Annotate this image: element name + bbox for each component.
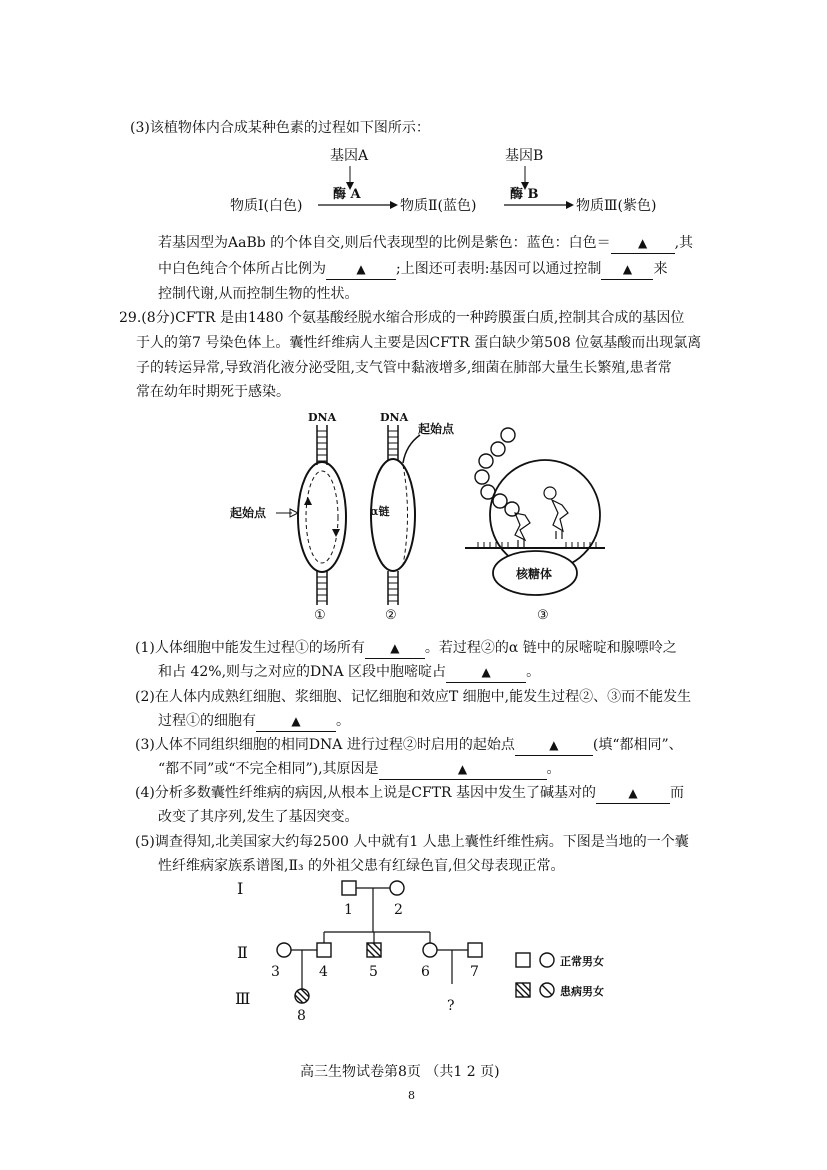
answer-blank[interactable]: ▲ xyxy=(601,259,653,280)
answer-blank[interactable]: ▲ xyxy=(446,662,526,683)
answer-blank[interactable]: ▲ xyxy=(365,638,425,659)
q28-3-line1-tail: ,其 xyxy=(674,235,694,251)
generation-2-label: Ⅱ xyxy=(237,943,248,962)
individual-1-number: 1 xyxy=(344,902,353,918)
answer-blank[interactable]: ▲ xyxy=(611,233,675,254)
q29-intro-3: 子的转运异常,导致消化液分泌受阻,支气管中黏液增多,细菌在肺部大量生长繁殖,患者常 xyxy=(136,360,672,376)
gene-expression-figure xyxy=(220,405,620,625)
legend-normal-label: 正常男女 xyxy=(560,955,604,968)
substance-1-label: 物质Ⅰ(白色) xyxy=(230,198,303,214)
legend-affected-label: 患病男女 xyxy=(560,985,604,998)
q29-p5-line1: (5)调查得知,北美国家大约每2500 人中就有1 人患上囊性纤维性病。下图是当地的一个囊 xyxy=(135,834,689,850)
generation-1-label: Ⅰ xyxy=(237,879,244,898)
transcription-diagram xyxy=(370,411,455,623)
q29-p2-end: 。 xyxy=(336,713,350,729)
q29-intro-2: 于人的第7 号染色体上。囊性纤维病人主要是因CFTR 蛋白缺少第508 位氨基酸而出现氯离 xyxy=(136,335,702,351)
individual-2-number: 2 xyxy=(394,902,403,918)
dna-label-2: DNA xyxy=(380,411,409,424)
q28-3-line2-text: 中白色纯合个体所占比例为 xyxy=(158,261,326,277)
individual-3 xyxy=(277,943,291,957)
reaction-arrowhead-1 xyxy=(390,201,398,209)
q29-p5-line2: 性纤维病家族系谱图,Ⅱ₃ 的外祖父患有红绿色盲,但父母表现正常。 xyxy=(158,858,565,874)
enzyme-a-label: 酶 A xyxy=(333,187,361,202)
q28-3-line3: 控制代谢,从而控制生物的性状。 xyxy=(158,286,359,302)
q28-3-intro: (3)该植物体内合成某种色素的过程如下图所示： xyxy=(130,120,430,136)
q29-p4-line1 xyxy=(135,783,684,804)
substance-3-label: 物质Ⅲ(紫色) xyxy=(576,198,657,214)
peptide-chain xyxy=(475,428,519,516)
individual-1 xyxy=(342,881,356,895)
answer-blank[interactable]: ▲ xyxy=(256,711,336,732)
q29-p4-line2: 改变了其序列,发生了基因突变。 xyxy=(158,809,359,825)
process-3-number: ③ xyxy=(537,608,549,623)
unknown-individual: ? xyxy=(447,998,455,1014)
q29-p2-text: 过程①的细胞有 xyxy=(158,713,256,729)
q29-p2-line2 xyxy=(158,711,350,732)
gene-a-label: 基因A xyxy=(330,148,369,164)
individual-8-number: 8 xyxy=(297,1008,306,1022)
q29-p1-text: (1)人体细胞中能发生过程①的场所有 xyxy=(135,640,365,656)
q29-p1-end: 。 xyxy=(526,664,541,680)
q29-p1-text-3: 和占 42%,则与之对应的DNA 区段中胞嘧啶占 xyxy=(158,664,447,680)
legend-normal-female xyxy=(540,953,554,967)
q29-p3-text-2: (填“都相同”、 xyxy=(592,737,683,753)
origin-label-left: 起始点 xyxy=(230,506,267,520)
reaction-arrowhead-2 xyxy=(566,201,574,209)
gene-b-label: 基因B xyxy=(505,148,544,164)
q29-p3-text-3: “都不同”或“不完全相同”),其原因是 xyxy=(158,761,379,777)
translation-diagram xyxy=(465,428,605,623)
q28-3-line1 xyxy=(158,233,693,254)
legend-normal-male xyxy=(516,953,530,967)
q29-intro-1: 29.(8分)CFTR 是由1480 个氨基酸经脱水缩合形成的一种跨膜蛋白质,控制其合成的基因位 xyxy=(119,310,685,326)
individual-2 xyxy=(390,881,404,895)
individual-5-number: 5 xyxy=(369,964,378,980)
answer-blank[interactable]: ▲ xyxy=(326,259,396,280)
pathway-diagram xyxy=(220,140,690,220)
q29-p3-line2 xyxy=(158,759,561,780)
ribosome-label: 核糖体 xyxy=(516,567,553,581)
answer-blank[interactable]: ▲ xyxy=(379,759,547,780)
alpha-chain-label: α链 xyxy=(370,505,390,518)
substance-2-label: 物质Ⅱ(蓝色) xyxy=(400,198,477,214)
answer-blank[interactable]: ▲ xyxy=(515,735,593,756)
q29-p4-tail: 而 xyxy=(670,785,685,801)
generation-3-label: Ⅲ xyxy=(235,989,251,1008)
process-1-number: ① xyxy=(314,608,326,623)
q29-p4-text: (4)分析多数囊性纤维病的病因,从根本上说是CFTR 基因中发生了碱基对的 xyxy=(135,785,597,801)
individual-3-number: 3 xyxy=(271,964,280,980)
dna-label-1: DNA xyxy=(308,411,337,424)
individual-7-number: 7 xyxy=(470,964,479,980)
q29-p3-text: (3)人体不同组织细胞的相同DNA 进行过程②时启用的起始点 xyxy=(135,737,515,753)
individual-6 xyxy=(423,943,437,957)
q29-intro-4: 常在幼年时期死于感染。 xyxy=(136,384,290,400)
individual-7 xyxy=(468,943,482,957)
page-number: 8 xyxy=(408,1089,415,1102)
origin-label-right: 起始点 xyxy=(418,422,455,436)
q29-p1-text-2: 。若过程②的α 链中的尿嘧啶和腺嘌呤之 xyxy=(424,640,677,656)
q29-p1-line2 xyxy=(158,662,540,683)
q28-3-line1-text: 若基因型为AaBb 的个体自交,则后代表现型的比例是紫色：蓝色：白色＝ xyxy=(158,235,611,251)
q29-p3-line1 xyxy=(135,735,683,756)
trna-left xyxy=(515,513,530,547)
trna-right xyxy=(544,487,568,539)
individual-4 xyxy=(317,943,331,957)
page-footer: 高三生物试卷第8页 （共1 2 页) xyxy=(300,1064,500,1080)
q29-p3-end: 。 xyxy=(546,761,561,777)
q29-p2-line1: (2)在人体内成熟红细胞、浆细胞、记忆细胞和效应T 细胞中,能发生过程②、③而不能发生 xyxy=(135,689,692,705)
q28-3-line2-mid: ;上图还可表明:基因可以通过控制 xyxy=(396,261,602,277)
replication-diagram xyxy=(230,411,346,623)
q28-3-line2 xyxy=(158,259,667,280)
individual-4-number: 4 xyxy=(319,964,328,980)
individual-6-number: 6 xyxy=(421,964,430,980)
q28-3-line2-tail: 来 xyxy=(653,261,668,277)
pedigree-chart xyxy=(225,872,645,1022)
q29-p1-line1 xyxy=(135,638,677,659)
answer-blank[interactable]: ▲ xyxy=(596,783,670,804)
enzyme-b-label: 酶 B xyxy=(510,187,539,202)
process-2-number: ② xyxy=(385,608,397,623)
